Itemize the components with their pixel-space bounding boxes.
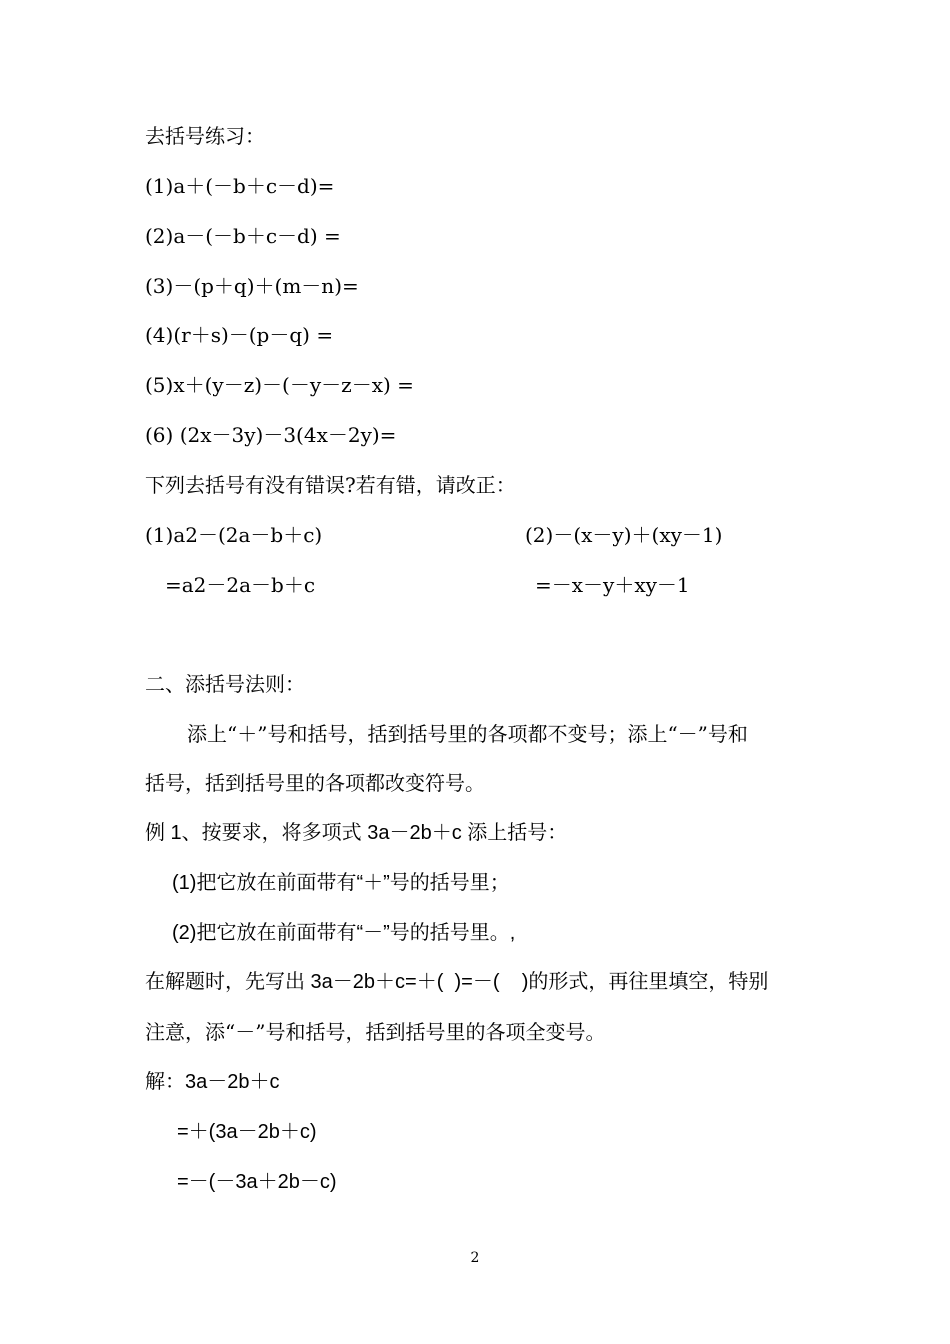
solution-step-2: =－(－3a＋2b－c) <box>177 1171 337 1193</box>
exercise1-item-2: (2)a－(－b＋c－d) = <box>145 224 341 248</box>
example-part-1: (1)把它放在前面带有“＋”号的括号里； <box>172 872 510 894</box>
exercise1-item-4: (4)(r＋s)－(p－q) = <box>145 323 334 347</box>
rule-heading: 二、添括号法则： <box>145 672 305 696</box>
exercise1-heading: 去括号练习： <box>145 124 265 148</box>
solution-step-1: =＋(3a－2b＋c) <box>177 1121 317 1143</box>
exercise2-question-2: (2)－(x－y)＋(xy－1) <box>525 523 723 547</box>
rule-line-1: 添上“＋”号和括号，括到括号里的各项都不变号；添上“－”号和 <box>187 722 748 746</box>
page-number: 2 <box>470 1250 480 1266</box>
exercise1-item-5: (5)x＋(y－z)－(－y－z－x) = <box>145 373 414 397</box>
exercise1-item-6: (6) (2x－3y)－3(4x－2y)= <box>145 423 397 447</box>
rule-line-2: 括号，括到括号里的各项都改变符号。 <box>145 771 485 795</box>
solution-label: 解：3a－2b＋c <box>145 1071 280 1093</box>
exercise2-answer-1: =a2－2a－b＋c <box>165 573 316 597</box>
exercise1-item-3: (3)－(p＋q)＋(m－n)= <box>145 274 359 298</box>
exercise2-heading: 下列去括号有没有错误?若有错，请改正： <box>145 473 516 497</box>
example-title: 例 1、按要求，将多项式 3a－2b＋c 添上括号： <box>145 822 568 844</box>
exercise2-question-1: (1)a2－(2a－b＋c) <box>145 523 323 547</box>
example-note-2: 注意，添“－”号和括号，括到括号里的各项全变号。 <box>145 1020 606 1044</box>
exercise2-answer-2: =－x－y＋xy－1 <box>535 573 690 597</box>
exercise1-item-1: (1)a＋(－b＋c－d)= <box>145 174 335 198</box>
example-part-2: (2)把它放在前面带有“－”号的括号里。, <box>172 922 516 944</box>
example-note-1: 在解题时，先写出 3a－2b＋c=＋( )=－( )的形式，再往里填空，特别 <box>145 971 769 993</box>
